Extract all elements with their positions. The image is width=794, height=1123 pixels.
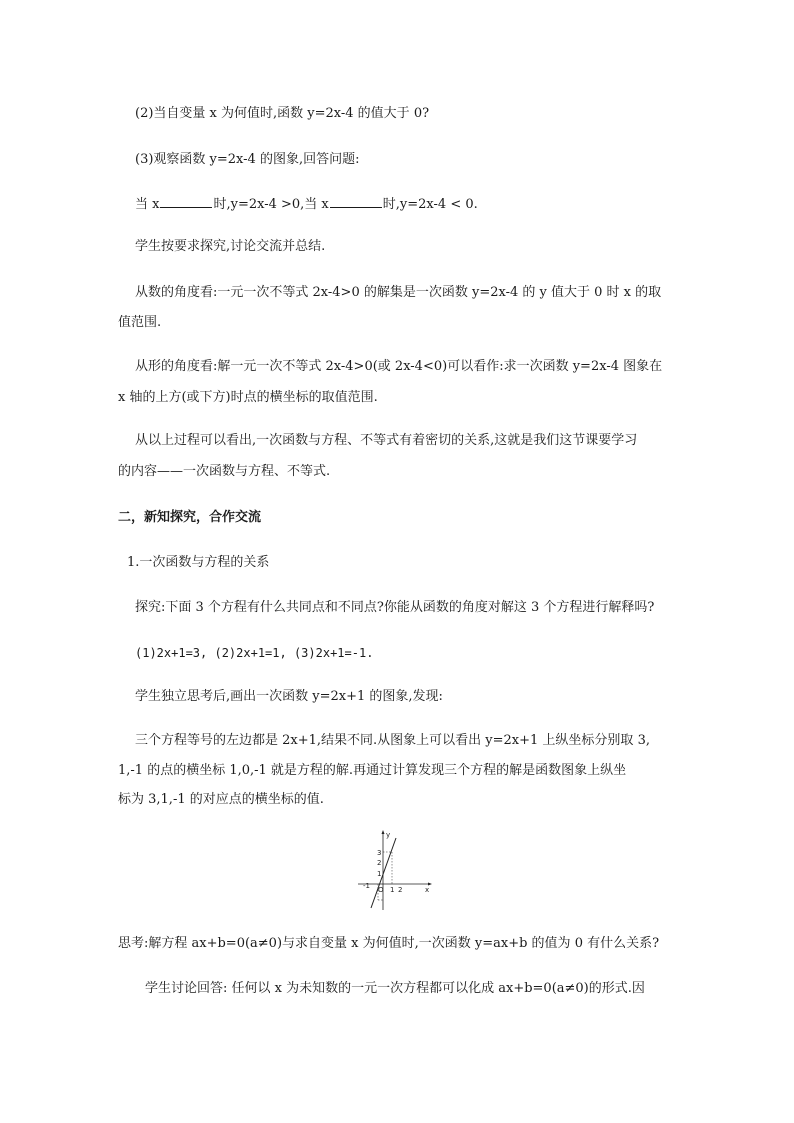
- y-tick-2: 2: [377, 859, 382, 867]
- paragraph-summary: 学生按要求探究,讨论交流并总结.: [135, 239, 326, 254]
- section-heading: 二，新知探究，合作交流: [118, 510, 262, 525]
- paragraph-shape-view-cont: x 轴的上方(或下方)时点的横坐标的取值范围.: [118, 390, 378, 405]
- linear-function-graph: [356, 828, 434, 912]
- paragraph-findings: 三个方程等号的左边都是 2x+1,结果不同.从图象上可以看出 y=2x+1 上纵坐标分别取 3,: [135, 733, 650, 748]
- answer-blank-1[interactable]: [160, 196, 212, 208]
- paragraph-relationship-cont: 的内容——一次函数与方程、不等式.: [118, 464, 331, 479]
- paragraph-findings-cont-1: 1,-1 的点的横坐标 1,0,-1 就是方程的解.再通过计算发现三个方程的解是函数图象上纵坐: [118, 763, 627, 778]
- paragraph-relationship: 从以上过程可以看出,一次函数与方程、不等式有着密切的关系,这就是我们这节课要学习: [135, 433, 638, 448]
- paragraph-think: 思考:解方程 ax+b=0(a≠0)与求自变量 x 为何值时,一次函数 y=ax+b 的值为 0 有什么关系?: [118, 936, 660, 951]
- origin-label: O: [378, 886, 384, 894]
- y-tick-3: 3: [377, 849, 382, 857]
- y-tick-1: 1: [377, 870, 382, 878]
- fill-part-1: 当 x: [135, 197, 160, 212]
- paragraph-explore: 探究:下面 3 个方程有什么共同点和不同点?你能从函数的角度对解这 3 个方程进行解释吗?: [135, 600, 655, 615]
- answer-blank-2[interactable]: [330, 196, 382, 208]
- x-tick-1: 1: [390, 886, 395, 894]
- y-axis-arrow: [382, 830, 385, 834]
- fill-part-3: 时,y=2x-4 < 0.: [382, 197, 478, 212]
- paragraph-student-draw: 学生独立思考后,画出一次函数 y=2x+1 的图象,发现:: [135, 689, 443, 704]
- paragraph-number-view: 从数的角度看:一元一次不等式 2x-4>0 的解集是一次函数 y=2x-4 的 y 值大于 0 时 x 的取: [135, 285, 662, 300]
- question-2: (2)当自变量 x 为何值时,函数 y=2x-4 的值大于 0?: [135, 106, 430, 121]
- equation-list: (1)2x+1=3, (2)2x+1=1, (3)2x+1=-1.: [135, 646, 374, 660]
- paragraph-shape-view: 从形的角度看:解一元一次不等式 2x-4>0(或 2x-4<0)可以看作:求一次函数 y=2x-4 图象在: [135, 359, 663, 374]
- paragraph-number-view-cont: 值范围.: [118, 315, 162, 330]
- y-axis-label: y: [386, 831, 391, 839]
- x-axis-label: x: [425, 886, 430, 894]
- fill-in-line: [135, 196, 478, 213]
- x-tick-2: 2: [398, 886, 403, 894]
- fill-part-2: 时,y=2x-4 >0,当 x: [213, 197, 329, 212]
- paragraph-findings-cont-2: 标为 3,1,-1 的对应点的横坐标的值.: [118, 792, 324, 807]
- paragraph-discussion: 学生讨论回答: 任何以 x 为未知数的一元一次方程都可以化成 ax+b=0(a≠0)的形式.因: [145, 981, 645, 996]
- x-tick-neg1: -1: [363, 882, 370, 890]
- subsection-heading: 1.一次函数与方程的关系: [127, 555, 270, 570]
- question-3: (3)观察函数 y=2x-4 的图象,回答问题:: [135, 152, 360, 167]
